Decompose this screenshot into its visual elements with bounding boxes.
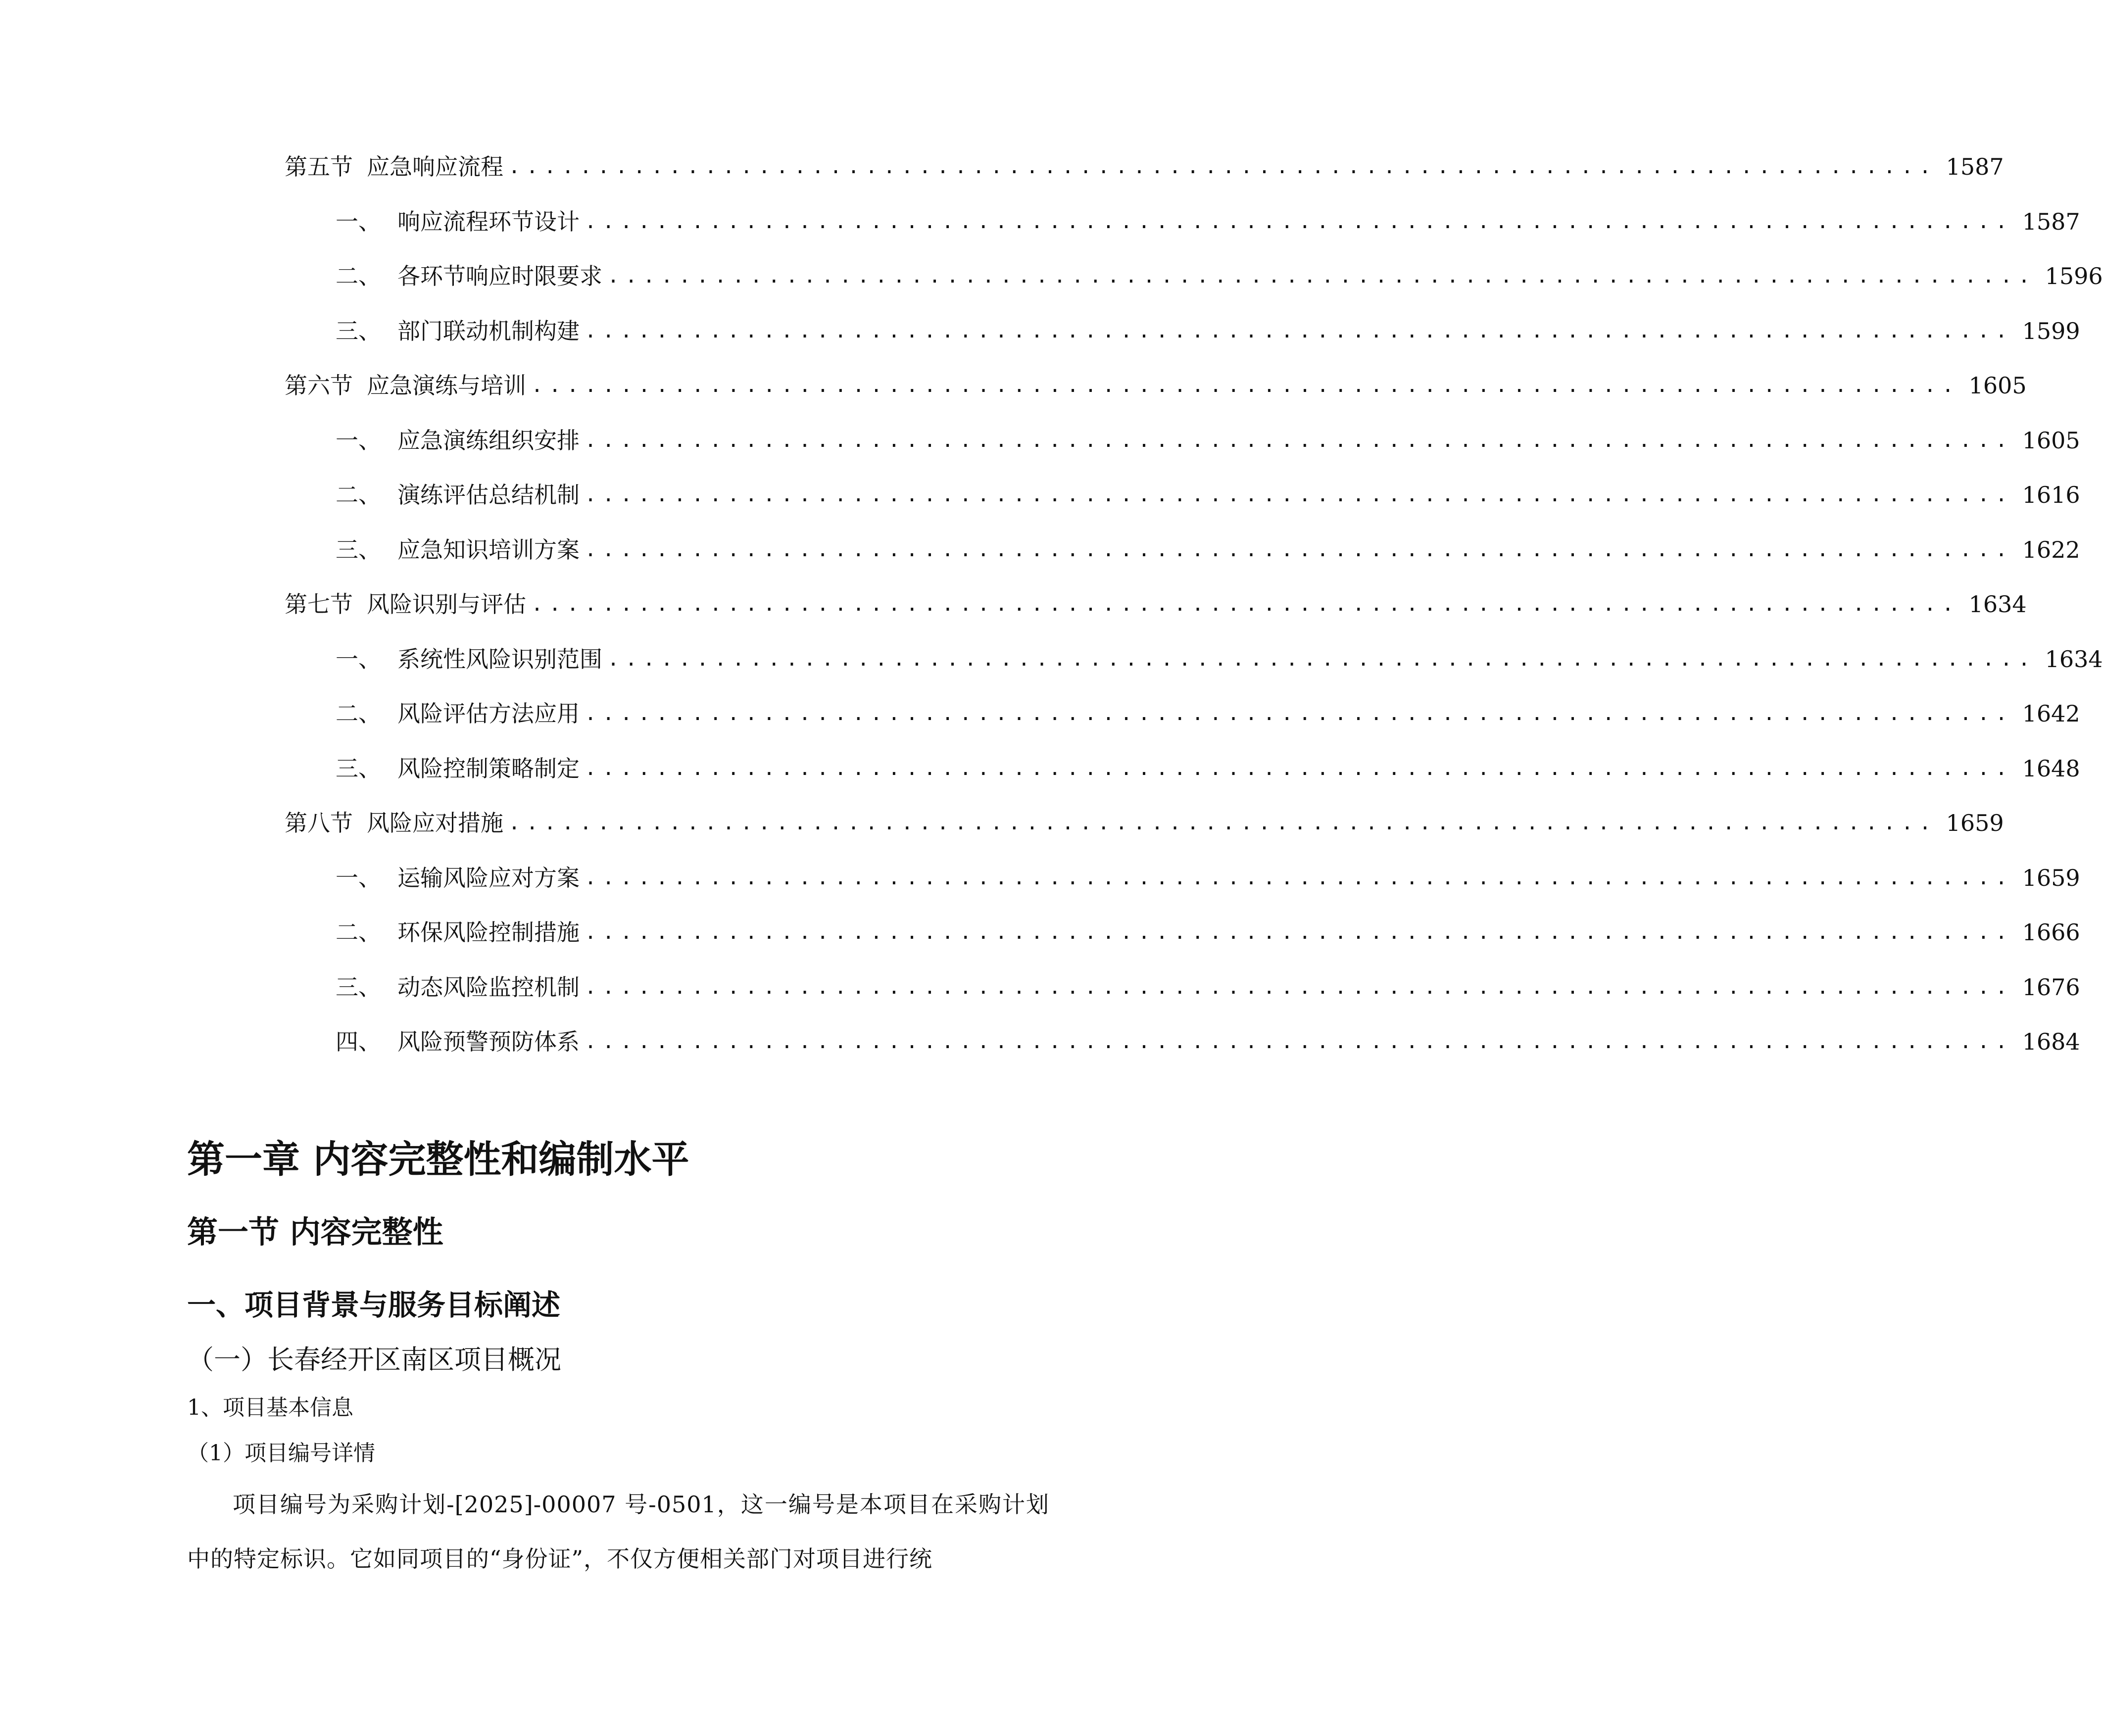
toc-entry-label: 风险预警预防体系 [397, 1028, 580, 1055]
toc-entry[interactable] [336, 475, 2080, 515]
subsection-title: 一、项目背景与服务目标阐述 [187, 1288, 561, 1322]
chapter-title: 第一章 内容完整性和编制水平 [187, 1137, 689, 1181]
toc-entry-number: 二、 [336, 263, 381, 289]
body-paragraph: 项目编号为采购计划-[2025]-00007 号-0501，这一编号是本项目在采购计划中的特定标识。它如同项目的“身份证”，不仅方便相关部门对项目进行统 [187, 1491, 1049, 1572]
toc-leader-dots: ................................................................................ [585, 702, 2013, 725]
toc-entry-page: 1659 [2022, 865, 2080, 891]
toc-entry-page: 1648 [2022, 755, 2080, 782]
toc-entry[interactable] [336, 639, 2103, 679]
toc-leader-dots: ................................................................................ [585, 538, 2013, 561]
toc-entry-number: 二、 [336, 482, 381, 508]
section-title: 第一节 内容完整性 [187, 1214, 443, 1250]
toc-entry-page: 1634 [2045, 646, 2103, 673]
toc-entry-label: 风险应对措施 [367, 810, 503, 836]
toc-entry-label: 响应流程环节设计 [397, 208, 580, 235]
toc-entry-page: 1684 [2022, 1028, 2080, 1055]
toc-entry[interactable] [336, 913, 2080, 952]
toc-entry-label: 环保风险控制措施 [397, 919, 580, 946]
toc-entry[interactable] [336, 421, 2080, 460]
toc-entry-label: 风险识别与评估 [367, 591, 526, 618]
toc-entry-label: 演练评估总结机制 [397, 482, 580, 508]
toc-entry-number: 第八节 [285, 810, 353, 836]
toc-entry-number: 第七节 [285, 591, 353, 618]
toc-entry[interactable] [336, 256, 2103, 296]
toc-entry-page: 1616 [2022, 482, 2080, 508]
toc-leader-dots: ................................................................................ [607, 265, 2036, 288]
toc-entry-page: 1587 [1946, 153, 2004, 180]
toc-entry[interactable] [336, 202, 2080, 241]
toc-entry[interactable] [336, 694, 2080, 733]
toc-entry-label: 动态风险监控机制 [397, 974, 580, 1001]
toc-entry-page: 1587 [2022, 208, 2080, 235]
toc-entry-page: 1605 [1968, 372, 2027, 399]
toc-entry-label: 应急知识培训方案 [397, 536, 580, 563]
toc-leader-dots: ................................................................................ [585, 1030, 2013, 1053]
toc-entry[interactable] [336, 967, 2080, 1007]
toc-leader-dots: ................................................................................ [585, 429, 2013, 452]
toc-entry-number: 第六节 [285, 372, 353, 399]
toc-entry-page: 1666 [2022, 919, 2080, 946]
toc-entry[interactable] [285, 803, 2004, 843]
toc-entry-number: 一、 [336, 646, 381, 673]
toc-entry-page: 1622 [2022, 536, 2080, 563]
toc-entry[interactable] [336, 530, 2080, 570]
toc-leader-dots: ................................................................................ [585, 921, 2013, 944]
toc-entry-number: 三、 [336, 974, 381, 1001]
toc-entry-label: 风险控制策略制定 [397, 755, 580, 782]
toc-leader-dots: ................................................................................ [585, 976, 2013, 999]
toc-leader-dots: ................................................................................ [585, 483, 2013, 506]
toc-entry-number: 四、 [336, 1028, 381, 1055]
toc-entry-page: 1642 [2022, 700, 2080, 727]
toc-entry[interactable] [336, 858, 2080, 898]
toc-leader-dots: ................................................................................ [531, 593, 1960, 616]
toc-entry[interactable] [285, 584, 2027, 624]
toc-entry-label: 风险评估方法应用 [397, 700, 580, 727]
toc-entry-label: 系统性风险识别范围 [397, 646, 602, 673]
toc-entry[interactable] [336, 311, 2080, 351]
toc-leader-dots: ................................................................................ [585, 757, 2013, 780]
toc-entry-number: 三、 [336, 755, 381, 782]
toc-leader-dots: ................................................................................ [508, 155, 1937, 178]
toc-entry-page: 1605 [2022, 427, 2080, 454]
sub-item-title: （1）项目编号详情 [187, 1441, 375, 1466]
toc-entry-label: 运输风险应对方案 [397, 865, 580, 891]
toc-entry-number: 一、 [336, 427, 381, 454]
toc-entry-page: 1596 [2045, 263, 2103, 289]
toc-entry[interactable] [336, 1022, 2080, 1061]
sub-subsection-title: （一）长春经开区南区项目概况 [187, 1344, 561, 1375]
toc-entry-number: 三、 [336, 318, 381, 344]
toc-entry-label: 应急响应流程 [367, 153, 503, 180]
toc-entry-number: 二、 [336, 700, 381, 727]
toc-entry-label: 应急演练与培训 [367, 372, 526, 399]
toc-entry-page: 1659 [1946, 810, 2004, 836]
toc-entry-page: 1676 [2022, 974, 2080, 1001]
toc-leader-dots: ................................................................................ [585, 210, 2013, 233]
toc-entry[interactable] [336, 749, 2080, 788]
toc-leader-dots: ................................................................................ [607, 648, 2036, 671]
toc-entry-number: 第五节 [285, 153, 353, 180]
toc-entry-label: 部门联动机制构建 [397, 318, 580, 344]
toc-entry-number: 二、 [336, 919, 381, 946]
toc-leader-dots: ................................................................................ [531, 374, 1960, 397]
toc-entry-page: 1599 [2022, 318, 2080, 344]
item-title: 1、项目基本信息 [187, 1395, 353, 1420]
toc-leader-dots: ................................................................................ [508, 812, 1937, 834]
toc-entry[interactable] [285, 147, 2004, 187]
toc-entry-number: 一、 [336, 208, 381, 235]
toc-leader-dots: ................................................................................ [585, 320, 2013, 342]
toc-entry-label: 各环节响应时限要求 [397, 263, 602, 289]
toc-leader-dots: ................................................................................ [585, 867, 2013, 889]
toc-entry-label: 应急演练组织安排 [397, 427, 580, 454]
toc-entry-page: 1634 [1968, 591, 2027, 618]
toc-entry-number: 一、 [336, 865, 381, 891]
toc-entry[interactable] [285, 366, 2027, 405]
toc-entry-number: 三、 [336, 536, 381, 563]
